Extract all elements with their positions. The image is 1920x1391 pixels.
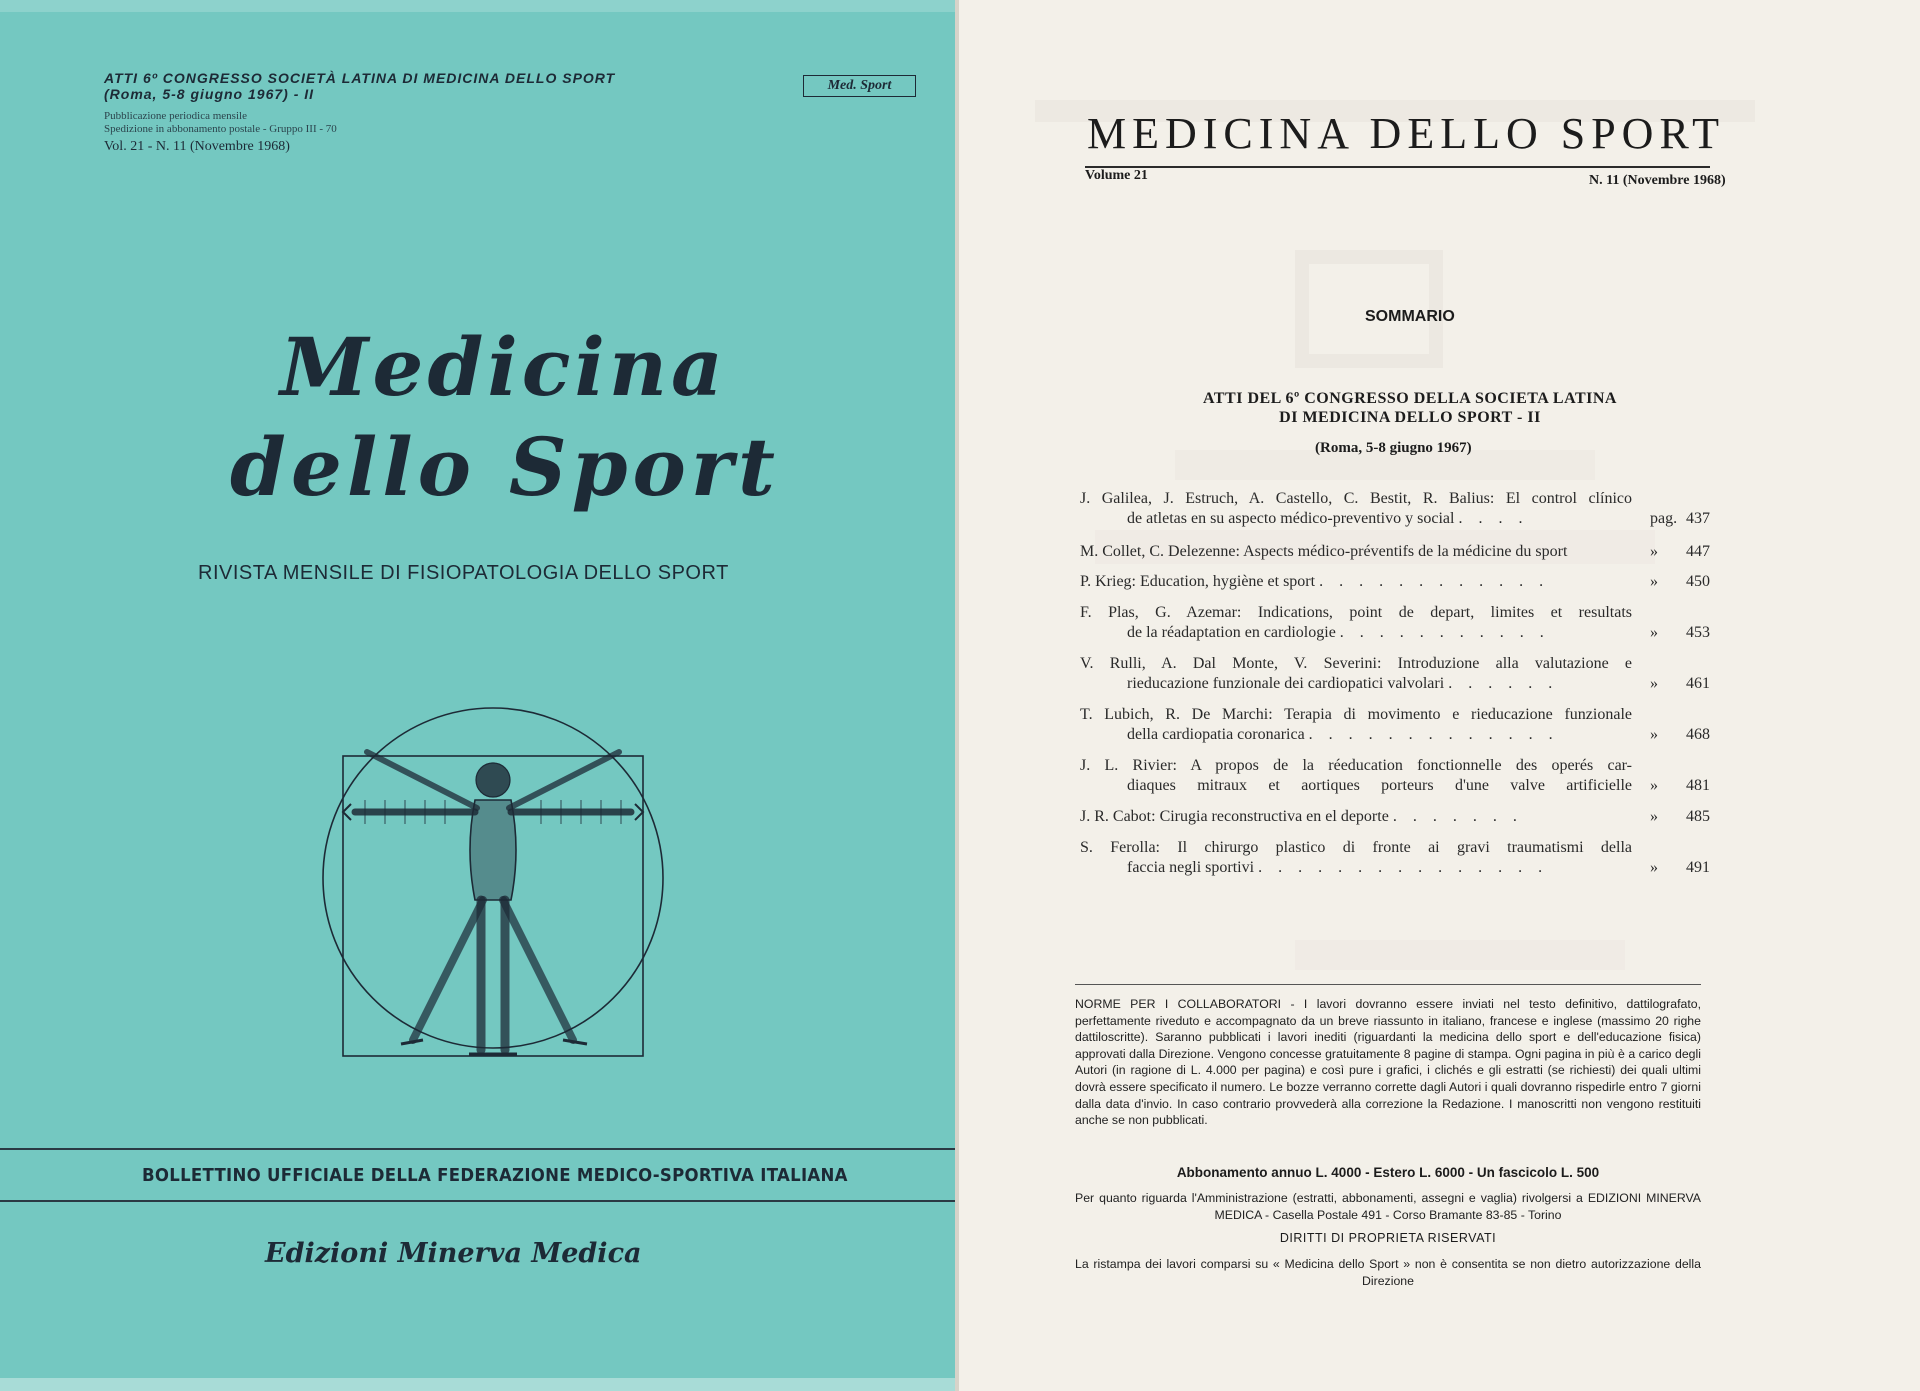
page-gutter [955, 0, 959, 1391]
toc-entry-line2: faccia negli sportivi [1127, 859, 1255, 876]
toc-leader-dots: . . . . . . . . . . . . [1319, 573, 1550, 590]
cover-abbreviation-badge: Med. Sport [803, 75, 916, 97]
toc-page-mark: » [1650, 543, 1658, 560]
toc-page-number: 468 [1686, 726, 1710, 743]
toc-page-number: 491 [1686, 859, 1710, 876]
cover-divider-bottom [0, 1200, 955, 1202]
toc-entry-line1: T. Lubich, R. De Marchi: Terapia di movimento e rieducazione funzionale [1080, 706, 1632, 723]
issue-label: N. 11 (Novembre 1968) [1589, 173, 1726, 188]
toc-page-mark: » [1650, 808, 1658, 825]
volume-label: Volume 21 [1085, 168, 1148, 183]
cover-postal-line: Spedizione in abbonamento postale - Gruppo III - 70 [104, 123, 337, 135]
journal-cover [0, 0, 955, 1391]
toc-page-mark: » [1650, 624, 1658, 641]
toc-entry-line2: de la réadaptation en cardiologie [1127, 624, 1336, 641]
toc-page-number: 481 [1686, 777, 1710, 794]
toc-entry-line1: J. Galilea, J. Estruch, A. Castello, C. Bestit, R. Balius: El control clínico [1080, 490, 1632, 507]
cover-divider-top [0, 1148, 955, 1150]
cover-volume-line: Vol. 21 - N. 11 (Novembre 1968) [104, 139, 290, 154]
toc-page-mark: » [1650, 777, 1658, 794]
toc-page-mark: » [1650, 859, 1658, 876]
toc-entry-line1: F. Plas, G. Azemar: Indications, point de depart, limites et resultats [1080, 604, 1632, 621]
cover-top-edge [0, 0, 955, 12]
vitruvian-man-icon [305, 700, 685, 1080]
toc-entry-line1: S. Ferolla: Il chirurgo plastico di fronte ai gravi traumatismi della [1080, 839, 1632, 856]
toc-entry [1080, 542, 1710, 562]
toc-entry [1080, 489, 1710, 529]
congress-heading-line2: DI MEDICINA DELLO SPORT - II [1279, 409, 1541, 426]
toc-page-mark: pag. [1650, 510, 1678, 527]
toc-page-number: 437 [1686, 510, 1710, 527]
cover-congress-title: ATTI 6º CONGRESSO SOCIETÀ LATINA DI MEDICINA DELLO SPORT [104, 70, 616, 86]
toc-entry-line2: rieducazione funzionale dei cardiopatici valvolari [1127, 675, 1445, 692]
toc-entry-line1: J. L. Rivier: A propos de la réeducation fonctionnelle des operés car- [1080, 757, 1632, 774]
toc-entry [1080, 838, 1710, 878]
cover-subtitle: RIVISTA MENSILE DI FISIOPATOLOGIA DELLO SPORT [198, 562, 729, 584]
contents-heading: SOMMARIO [1365, 308, 1455, 325]
toc-leader-dots: . . . . . . . [1392, 808, 1523, 825]
toc-page-number: 453 [1686, 624, 1710, 641]
toc-entry [1080, 654, 1710, 694]
toc-leader-dots: . . . . [1458, 510, 1529, 527]
title-rule [1085, 166, 1710, 168]
toc-entry [1080, 807, 1710, 827]
toc-entry-line1: V. Rulli, A. Dal Monte, V. Severini: Introduzione alla valutazione e [1080, 655, 1632, 672]
contents-page [955, 0, 1920, 1391]
toc-page-mark: » [1650, 573, 1658, 590]
toc-leader-dots: . . . . . . . . . . . . . . . [1258, 859, 1549, 876]
toc-entry [1080, 756, 1710, 796]
toc-entry-line2: de atletas en su aspecto médico-preventivo y social [1127, 510, 1455, 527]
toc-page-number: 450 [1686, 573, 1710, 590]
toc-entry-line2: della cardiopatia coronarica [1127, 726, 1305, 743]
congress-heading-line1: ATTI DEL 6º CONGRESSO DELLA SOCIETA LATINA [1203, 390, 1617, 407]
rights-notice: DIRITTI DI PROPRIETA RISERVATI [1279, 1231, 1497, 1245]
cover-congress-date: (Roma, 5-8 giugno 1967) - II [104, 86, 315, 102]
contributor-guidelines: NORME PER I COLLABORATORI - I lavori dovranno essere inviati nel testo definitivo, dattilografato, perfettamente riveduto e accompagnato da un breve riassunto in italiano, francese e inglese (massimo 20 righe dattiloscritte). Saranno pubblicati i lavori inediti (riguardanti la medicina dello sport e dell'educazione fisica) approvati dalla Direzione. Vengono concesse gratuitamente 8 pagine di stampa. Ogni pagina in più è a carico degli Autori (in ragione di L. 4.000 per pagina) e così pure i grafici, i clichés e gli estratti (se richiesti) dei quali ultimi dovrà essere specificato il numero. Le bozze verranno corrette dagli Autori i quali dovranno rispedirle entro 7 giorni dalla data d'invio. In caso contrario provvederà alla correzione la Redazione. I manoscritti non vengono restituiti anche se non pubblicati. [1075, 997, 1701, 1128]
subscription-prices: Abbonamento annuo L. 4000 - Estero L. 6000 - Un fascicolo L. 500 [1176, 1165, 1600, 1180]
congress-place-date: (Roma, 5-8 giugno 1967) [1315, 440, 1472, 456]
toc-entry [1080, 603, 1710, 643]
toc-entry-line2: diaques mitraux et aortiques porteurs d'une valve artificielle [1127, 777, 1632, 794]
cover-bottom-edge [0, 1378, 955, 1391]
toc-page-mark: » [1650, 675, 1658, 692]
toc-leader-dots: . . . . . . [1448, 675, 1559, 692]
toc-entry-text: M. Collet, C. Delezenne: Aspects médico-préventifs de la médicine du sport [1080, 543, 1568, 560]
cover-title-line1: Medicina [280, 320, 727, 414]
toc-leader-dots: . . . . . . . . . . . [1339, 624, 1550, 641]
toc-leader-dots: . . . . . . . . . . . . . [1308, 726, 1559, 743]
toc-entry [1080, 572, 1710, 592]
toc-entry-text: J. R. Cabot: Cirugia reconstructiva en el deporte [1080, 808, 1389, 825]
toc-page-number: 461 [1686, 675, 1710, 692]
toc-page-number: 485 [1686, 808, 1710, 825]
administration-address: Per quanto riguarda l'Amministrazione (estratti, abbonamenti, assegni e vaglia) rivolgersi a EDIZIONI MINERVA MEDICA - Casella Postale 491 - Corso Bramante 83-85 - Torino [1075, 1191, 1701, 1222]
toc-page-mark: » [1650, 726, 1658, 743]
cover-title-line2: dello Sport [230, 420, 780, 514]
toc-entry-text: P. Krieg: Education, hygiène et sport [1080, 573, 1316, 590]
notes-divider [1075, 984, 1701, 985]
toc-page-number: 447 [1686, 543, 1710, 560]
journal-title: MEDICINA DELLO SPORT [1087, 109, 1726, 158]
reprint-notice: La ristampa dei lavori comparsi su « Medicina dello Sport » non è consentita se non dietro autorizzazione della Direzione [1075, 1257, 1701, 1288]
cover-official-bulletin: BOLLETTINO UFFICIALE DELLA FEDERAZIONE MEDICO-SPORTIVA ITALIANA [142, 1165, 848, 1186]
toc-entry [1080, 705, 1710, 745]
cover-publication-line: Pubblicazione periodica mensile [104, 110, 247, 122]
cover-publisher: Edizioni Minerva Medica [265, 1238, 642, 1269]
